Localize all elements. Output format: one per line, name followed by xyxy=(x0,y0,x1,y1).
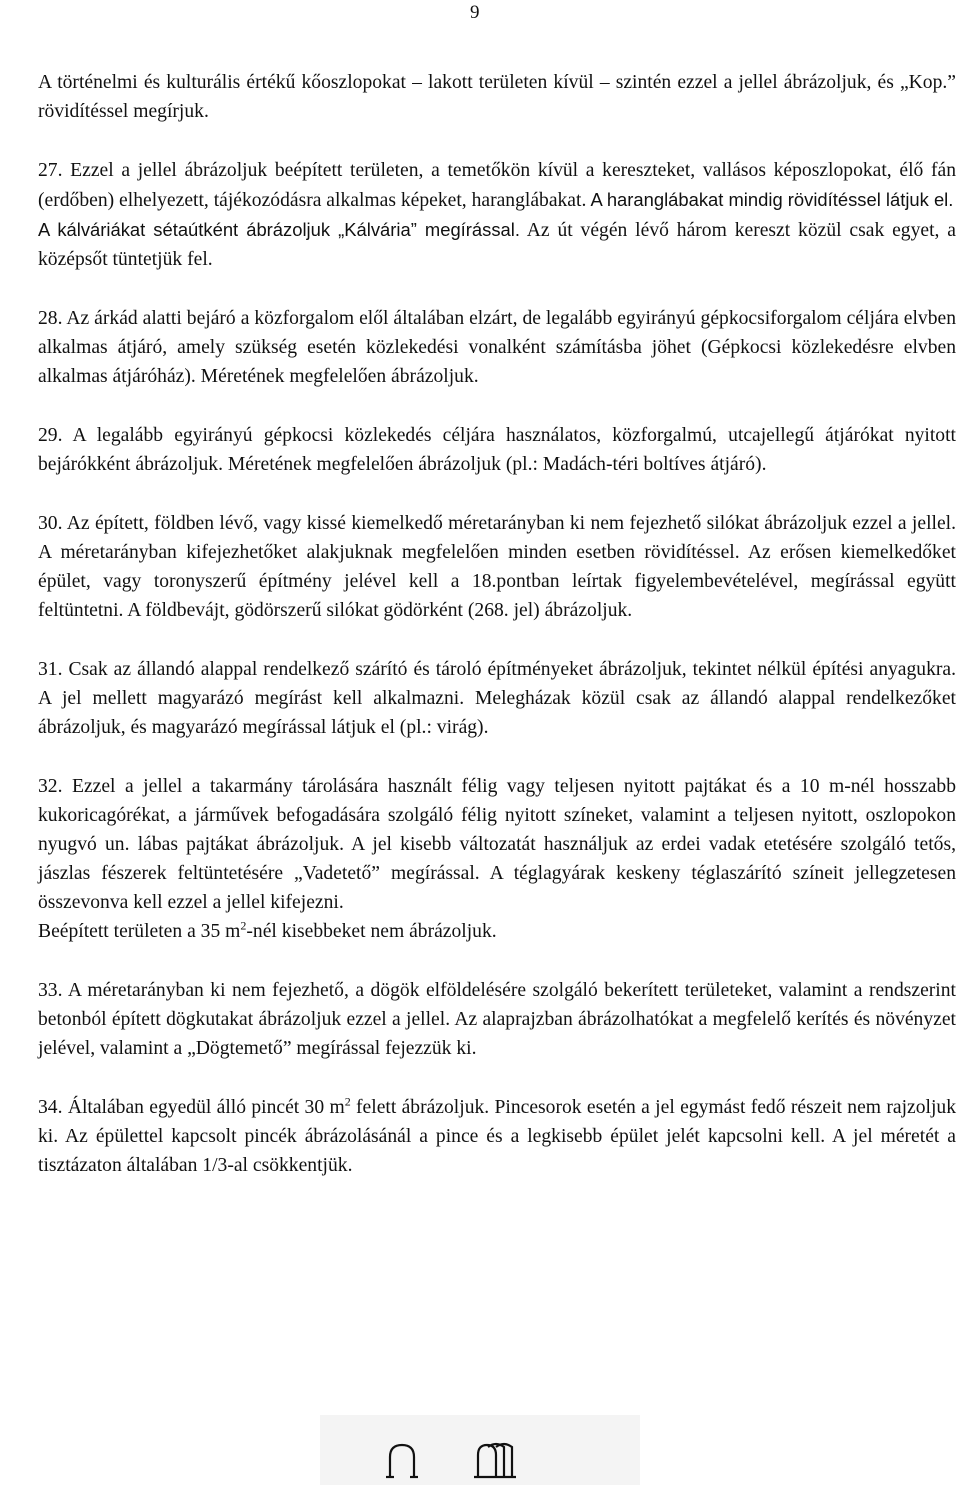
item-28: 28. Az árkád alatti bejáró a közforgalom elől általában elzárt, de legalább egyirányú gépkocsiforgalom céljára elvben alkalmas átjáró, amely szükség esetén közlekedési vonalként számításba jöhet (Gépkocsi közlekedésre elvben alkalmas átjáróház). Méretének megfelelően ábrázoljuk. xyxy=(38,308,956,387)
item-32-note-after: -nél kisebbeket nem ábrázoljuk. xyxy=(246,921,497,942)
map-symbols-svg xyxy=(320,1415,640,1485)
item-34-sup: 2 xyxy=(344,1094,351,1109)
item-27-text-b: A haranglábakat mindig rövidítéssel látjuk el. xyxy=(586,189,954,210)
page-number: 9 xyxy=(470,2,480,23)
map-symbols-figure xyxy=(320,1415,640,1485)
item-34-after: felett ábrázoljuk. Pincesorok esetén a jel egymást fedő részeit nem rajzoljuk ki. Az épülettel kapcsolt pincék ábrázolásánál a pince és a legkisebb épület jelét kapcsolni kell. A jel méretét a tisztázaton általában 1/3-al csökkentjük. xyxy=(38,1097,956,1176)
item-32 xyxy=(38,772,956,946)
item-29: 29. A legalább egyirányú gépkocsi közlekedés céljára használatos, közforgalmú, utcajellegű átjárókat nyitott bejárókként ábrázoljuk. Méretének megfelelően ábrázoljuk (pl.: Madách-téri boltíves átjáró). xyxy=(38,425,956,475)
item-34 xyxy=(38,1093,956,1180)
item-27-text-a: 27. Ezzel a jellel ábrázoljuk beépített területen, a temetőkön kívül a kereszteket, vallásos képoszlopokat, élő fán (erdőben) elhelyezett, tájékozódásra alkalmas képeket, haranglábakat. xyxy=(38,160,956,211)
item-30: 30. Az épített, földben lévő, vagy kissé kiemelkedő méretarányban ki nem fejezhető silókat ábrázoljuk ezzel a jellel. A méretarányban kifejezhetőket alakjuknak megfelelően minden esetben rövidítéssel. Az erősen kiemelkedőket épület, vagy toronyszerű építmény jelével kell a 18.pontban leírtak figyelembevételével, megírással együtt feltüntetni. A földbevájt, gödörszerű silókat gödörként (268. jel) ábrázoljuk. xyxy=(38,513,956,621)
cellar-row-symbol xyxy=(474,1444,516,1477)
item-27-text-d: Az út végén lévő három kereszt közül csak egyet, a középsőt tüntetjük fel. xyxy=(38,220,956,270)
item-34-before: 34. Általában egyedül álló pincét 30 m xyxy=(38,1097,345,1118)
item-27 xyxy=(38,156,956,274)
item-27-text-c: A kálváriákat sétaútként ábrázoljuk „Kálvária” megírással. xyxy=(38,219,520,240)
item-31: 31. Csak az állandó alappal rendelkező szárító és tároló építményeket ábrázoljuk, tekintet nélkül építési anyagukra. A jel mellett magyarázó megírást kell alkalmazni. Melegházak közül csak az állandó alappal rendelkezőket ábrázoljuk, és magyarázó megírással látjuk el (pl.: virág). xyxy=(38,659,956,738)
item-32-text: 32. Ezzel a jellel a takarmány tárolására használt félig vagy teljesen nyitott pajtákat és a 10 m-nél hosszabb kukoricagórékat, a járművek befogadására szolgáló félig nyitott színeket, valamint a teljesen nyitott, oszlopokon nyugvó un. lábas pajtákat ábrázoljuk. A jel kisebb változatát használjuk az erdei vadak etetésére szolgáló tetős, jászlas fészerek feltüntetésére „Vadetető” megírással. A téglagyárak keskeny téglaszárító színeit jellegzetesen összevonva kell ezzel a jellel kifejezni. xyxy=(38,776,956,913)
intro-paragraph: A történelmi és kulturális értékű kőoszlopokat – lakott területen kívül – szintén ezzel a jellel ábrázoljuk, és „Kop.” rövidítéssel megírjuk. xyxy=(38,72,956,122)
document-body xyxy=(38,68,956,1210)
item-32-note-before: Beépített területen a 35 m xyxy=(38,921,241,942)
item-33: 33. A méretarányban ki nem fejezhető, a dögök elföldelésére szolgáló bekerített területeket, valamint a rendszerint betonból épített dögkutakat ábrázoljuk ezzel a jellel. Az alaprajzban ábrázolhatókat a megfelelő kerítés és növényzet jelével, valamint a „Dögtemető” megírással fejezzük ki. xyxy=(38,980,956,1059)
item-32-note-sup: 2 xyxy=(240,918,247,933)
cellar-single-symbol xyxy=(386,1445,418,1477)
